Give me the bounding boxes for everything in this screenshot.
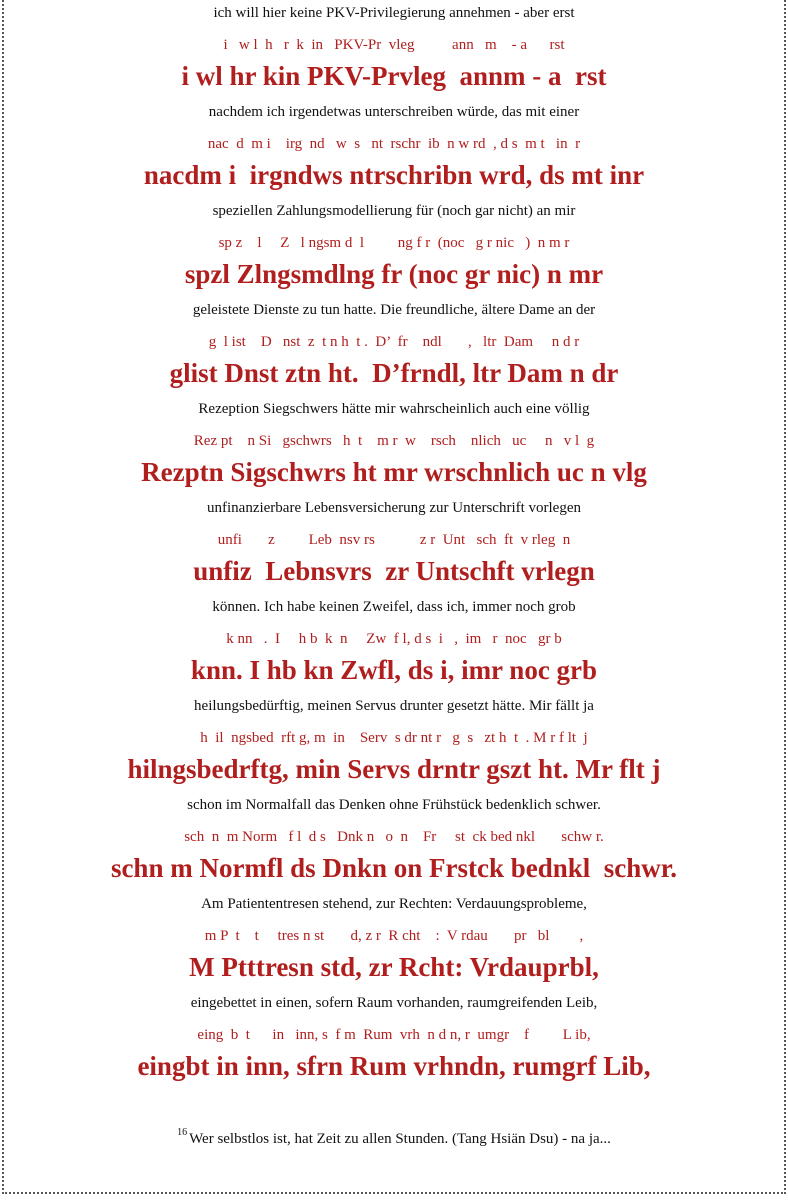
original-line: geleistete Dienste zu tun hatte. Die freundliche, ältere Dame an der — [192, 302, 596, 318]
compressed-line: schn m Normfl ds Dnkn on Frstck bednkl schwr. — [110, 853, 678, 883]
stanza — [0, 893, 788, 992]
gapped-line: nac d m i irg nd w s nt rschr ib n w rd , d s m t in r — [207, 136, 581, 152]
compressed-line: eingbt in inn, sfrn Rum vrhndn, rumgrf Lib, — [137, 1051, 651, 1081]
gapped-line: unfi z Leb nsv rs z r Unt sch ft v rleg n — [217, 532, 571, 548]
original-line: Am Patiententresen stehend, zur Rechten: Verdauungsprobleme, — [201, 896, 587, 912]
original-line: heilungsbedürftig, meinen Servus drunter gesetzt hätte. Mir fällt ja — [194, 698, 594, 714]
gapped-line: g l ist D nst z t n h t . D’ fr ndl , ltr Dam n d r — [208, 334, 580, 350]
gapped-line: sp z l Z l ngsm d l ng f r (noc g r nic ) n m r — [218, 235, 570, 251]
compressed-line: glist Dnst ztn ht. D’frndl, ltr Dam n dr — [169, 358, 619, 388]
footnote — [0, 1128, 788, 1150]
compressed-line: hilngsbedrftg, min Servs drntr gszt ht. Mr flt j — [127, 754, 661, 784]
original-line: können. Ich habe keinen Zweifel, dass ich, immer noch grob — [212, 599, 576, 615]
original-line: schon im Normalfall das Denken ohne Frühstück bedenklich schwer. — [187, 797, 601, 813]
stanza — [0, 695, 788, 794]
gapped-line: Rez pt n Si gschwrs h t m r w rsch nlich uc n v l g — [193, 433, 595, 449]
stanza — [0, 398, 788, 497]
compressed-line: Rezptn Sigschwrs ht mr wrschnlich uc n vlg — [141, 457, 647, 487]
footnote-number: 16 — [177, 1127, 188, 1138]
compressed-line: knn. I hb kn Zwfl, ds i, imr noc grb — [190, 655, 598, 685]
gapped-line: k nn . I h b k n Zw f l, d s i , im r noc gr b — [226, 631, 562, 647]
stanza — [0, 794, 788, 893]
gapped-line: sch n m Norm f l d s Dnk n o n Fr st ck bed nkl schw r. — [184, 829, 604, 845]
compressed-line: spzl Zlngsmdlng fr (noc gr nic) n mr — [184, 259, 604, 289]
stanza — [0, 497, 788, 596]
original-line: speziellen Zahlungsmodellierung für (noch gar nicht) an mir — [212, 203, 576, 219]
stanza — [0, 299, 788, 398]
stanza — [0, 200, 788, 299]
gapped-line: h il ngsbed rft g, m in Serv s dr nt r g s zt h t . M r f lt j — [200, 730, 588, 746]
stanza — [0, 2, 788, 101]
compressed-line: unfiz Lebnsvrs zr Untschft vrlegn — [193, 556, 595, 586]
original-line: eingebettet in einen, sofern Raum vorhanden, raumgreifenden Leib, — [190, 995, 598, 1011]
original-line: nachdem ich irgendetwas unterschreiben würde, das mit einer — [208, 104, 580, 120]
footnote-text: Wer selbstlos ist, hat Zeit zu allen Stunden. (Tang Hsiän Dsu) - na ja... — [189, 1131, 611, 1147]
compressed-line: nacdm i irgndws ntrschribn wrd, ds mt inr — [143, 160, 645, 190]
original-line: Rezeption Siegschwers hätte mir wahrscheinlich auch eine völlig — [198, 401, 590, 417]
gapped-line: i w l h r k in PKV-Pr vleg ann m - a rst — [223, 37, 565, 53]
gapped-line: m P t t tres n st d, z r R cht : V rdau pr bl , — [204, 928, 584, 944]
compressed-line: M Ptttresn std, zr Rcht: Vrdauprbl, — [189, 952, 599, 982]
compressed-line: i wl hr kin PKV-Prvleg annm - a rst — [181, 61, 607, 91]
stanza — [0, 101, 788, 200]
original-line: ich will hier keine PKV-Privilegierung annehmen - aber erst — [213, 5, 575, 21]
gapped-line: eing b t in inn, s f m Rum vrh n d n, r umgr f L ib, — [197, 1027, 591, 1043]
stanza — [0, 992, 788, 1091]
stanza — [0, 596, 788, 695]
original-line: unfinanzierbare Lebensversicherung zur Unterschrift vorlegen — [207, 500, 581, 516]
